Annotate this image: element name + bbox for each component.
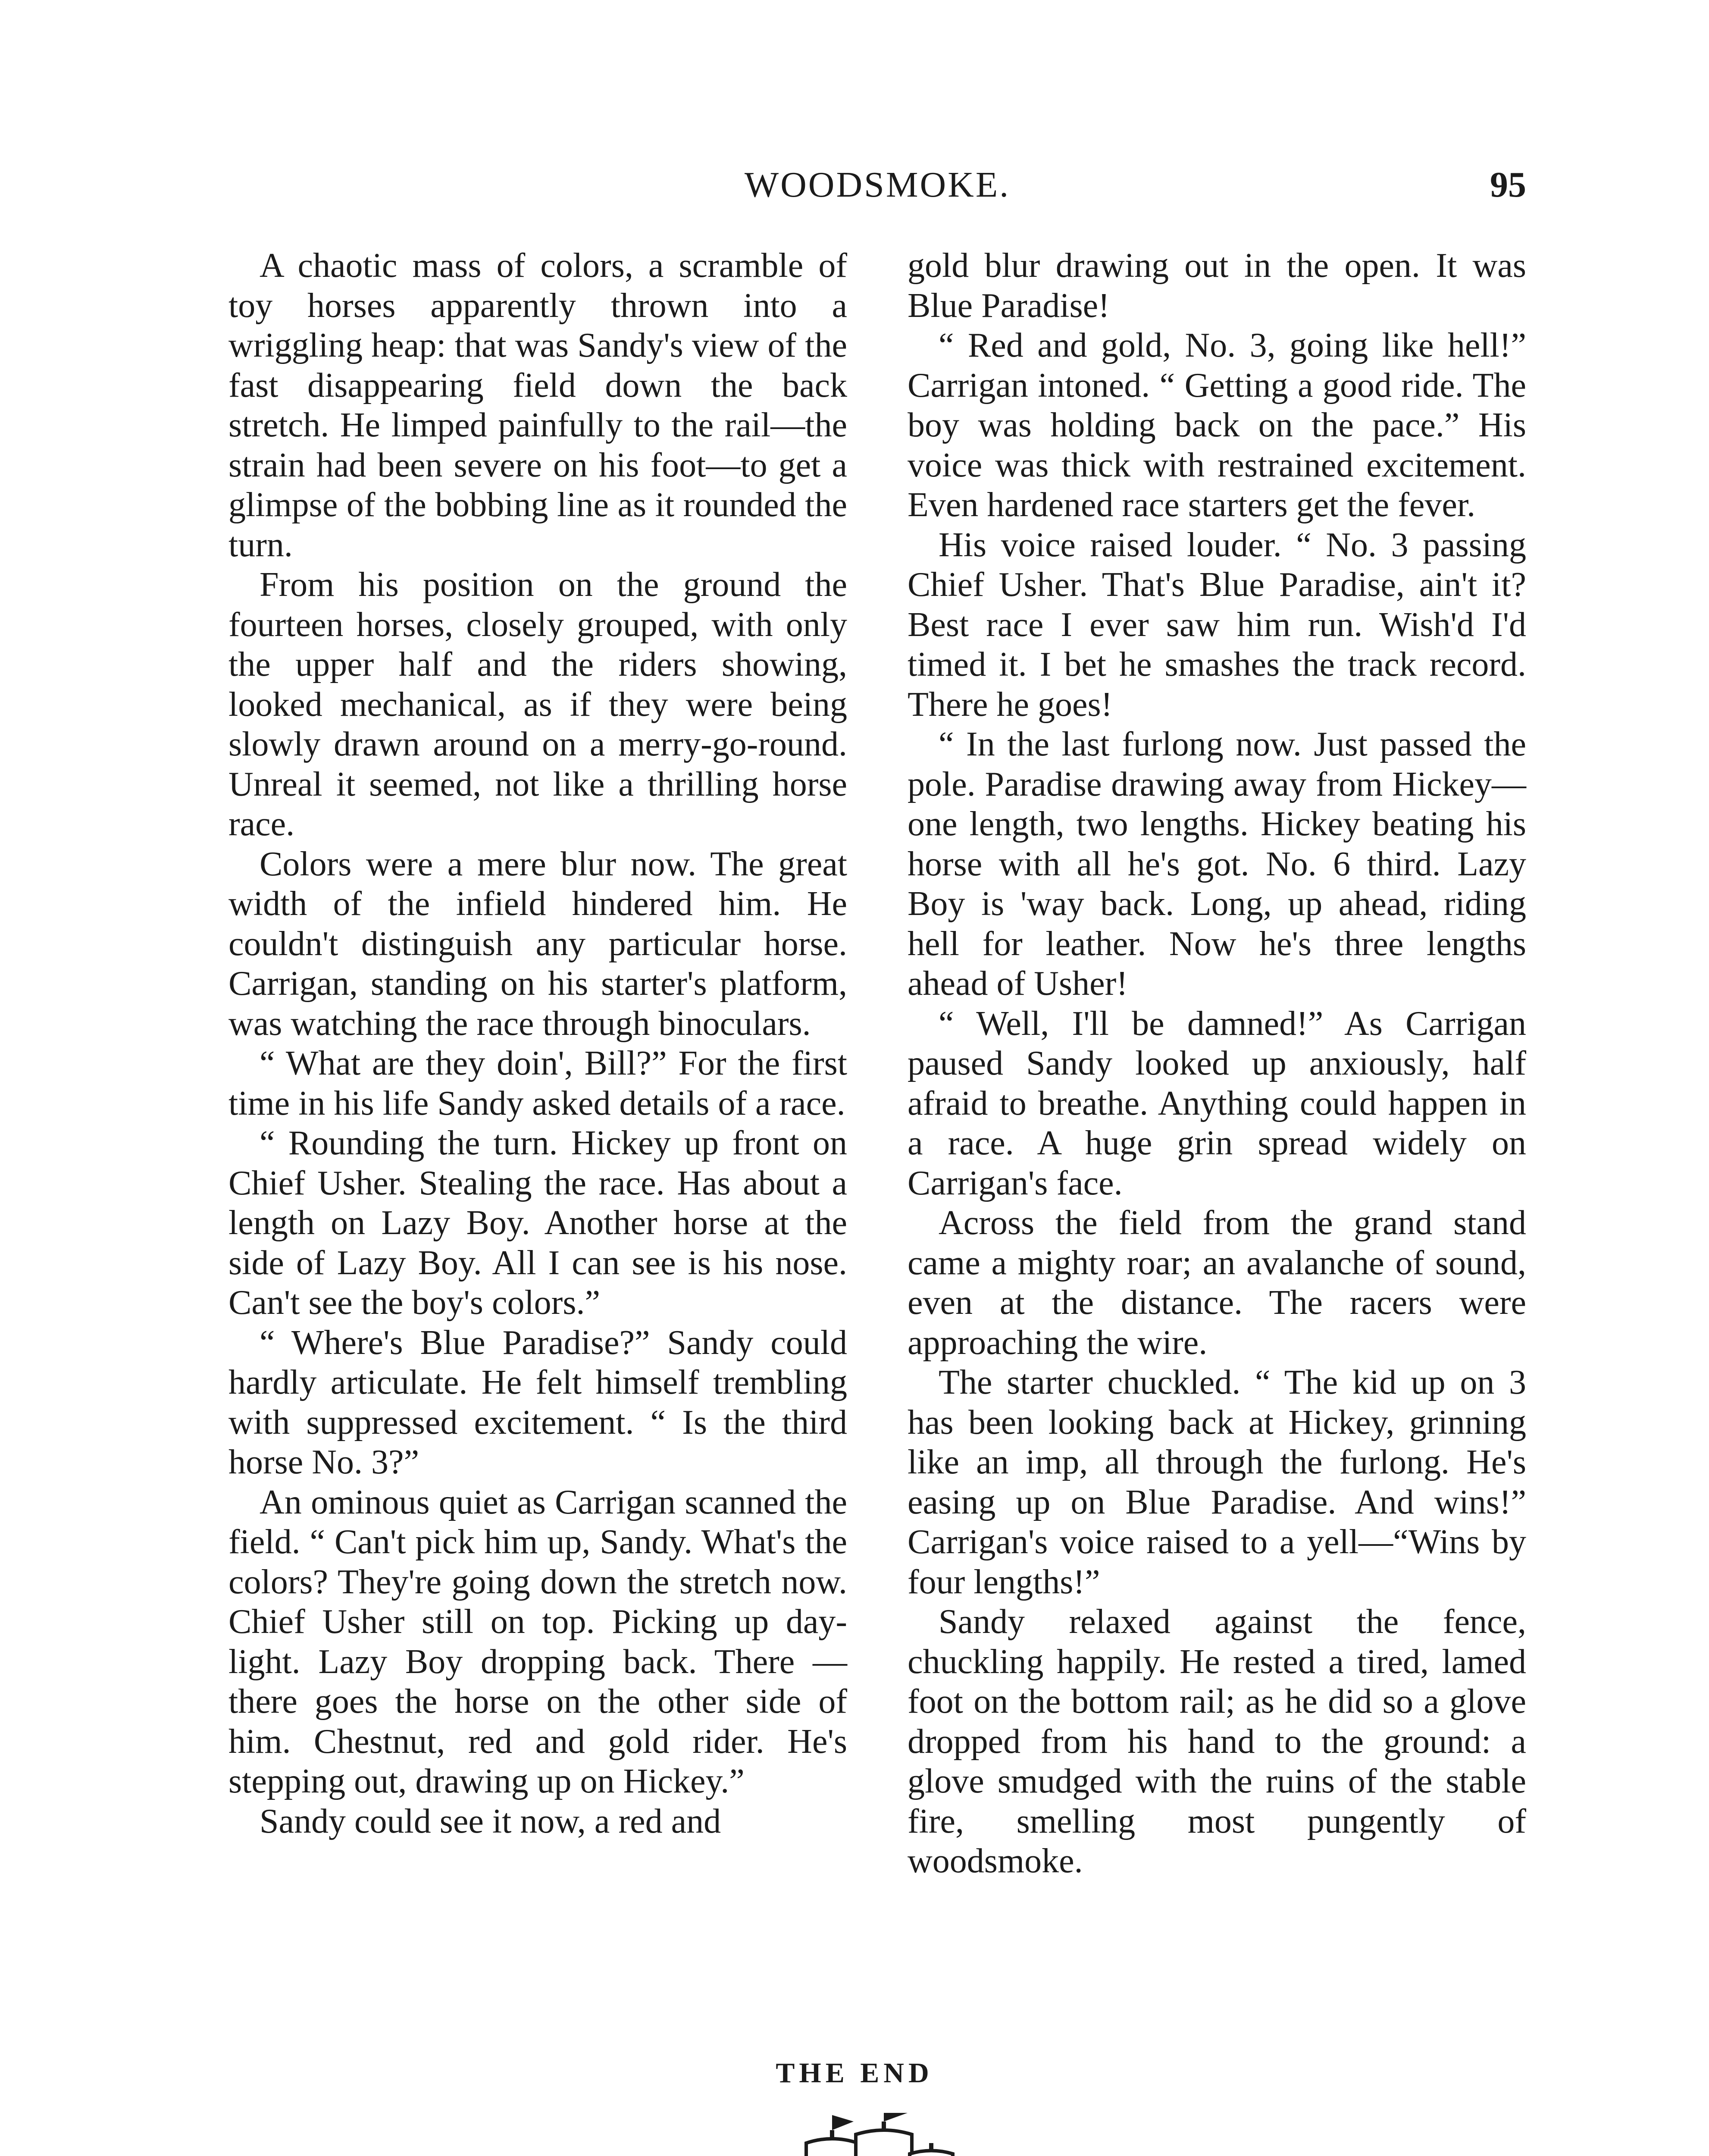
page-header <box>228 164 1526 216</box>
paragraph: From his position on the ground the fourteen horses, closely grouped, with only the upper half and the riders showing, looked mechanical, as if they were being slowly drawn around on a merry-go-round. Unreal it seemed, not like a thrilling horse race. <box>228 566 847 843</box>
paragraph: “ Red and gold, No. 3, going like hell!” Carrigan intoned. “ Getting a good ride. The boy was holding back on the pace.” His voice was thick with restrained excitement. Even hardened race starters get the fever. <box>908 326 1526 524</box>
paragraph: An ominous quiet as Carrigan scanned the field. “ Can't pick him up, Sandy. What's the colors? They're going down the stretch now. Chief Usher still on top. Picking up daylight. Lazy Boy dropping back. There —there goes the horse on the other side of him. Chestnut, red and gold rider. He's stepping out, drawing up on Hickey.” <box>228 1483 847 1800</box>
story-columns <box>228 246 1526 2061</box>
right-column <box>908 246 1526 2061</box>
paragraph: Across the field from the grand stand came a mighty roar; an avalanche of sound, even at the distance. The racers were approaching the wire. <box>908 1204 1526 1362</box>
paragraph: Sandy could see it now, a red and <box>260 1802 721 1840</box>
paragraph: A chaotic mass of colors, a scramble of toy horses apparently thrown into a wriggling heap: that was Sandy's view of the fast disappearing field down the back stretch. He limped painfully to the rail—the strain had been severe on his foot—to get a glimpse of the bobbing line as it rounded the turn. <box>228 247 847 564</box>
paragraph: “ What are they doin', Bill?” For the first time in his life Sandy asked details of a race. <box>228 1044 847 1122</box>
paragraph: Sandy relaxed against the fence, chuckling happily. He rested a tired, lamed foot on the bottom rail; as he did so a glove dropped from his hand to the ground: a glove smudged with the ruins of the stable fire, smelling most pungently of woodsmoke. <box>908 1603 1526 1880</box>
sailing-ship-ornament-icon <box>211 2113 1526 2156</box>
paragraph: His voice raised louder. “ No. 3 passing Chief Usher. That's Blue Paradise, ain't it? Best race I ever saw him run. Wish'd I'd timed it. I bet he smashes the track record. There he goes! <box>908 526 1526 724</box>
paragraph: “ In the last furlong now. Just passed the pole. Paradise drawing away from Hickey—one length, two lengths. Hickey beating his horse with all he's got. No. 6 third. Lazy Boy is 'way back. Long, up ahead, riding hell for leather. Now he's three lengths ahead of Usher! <box>908 725 1526 1003</box>
paragraph: Colors were a mere blur now. The great width of the infield hindered him. He couldn't distinguish any particular horse. Carrigan, standing on his starter's platform, was watching the race through binoculars. <box>228 845 847 1043</box>
paragraph: “ Well, I'll be damned!” As Carrigan paused Sandy looked up anxiously, half afraid to breathe. Anything could happen in a race. A huge grin spread widely on Carrigan's face. <box>908 1004 1526 1202</box>
paragraph-continuation: gold blur drawing out in the open. It was Blue Paradise! <box>908 247 1526 325</box>
the-end-label: THE END <box>776 2057 933 2089</box>
paragraph: The starter chuckled. “ The kid up on 3 has been looking back at Hickey, grinning like an imp, all through the furlong. He's easing up on Blue Paradise. And wins!” Carrigan's voice raised to a yell—“Wins by four lengths!” <box>908 1363 1526 1601</box>
running-title: WOODSMOKE. <box>744 165 1011 205</box>
paragraph: “ Where's Blue Paradise?” Sandy could hardly articulate. He felt himself trembling with suppressed excitement. “ Is the third horse No. 3?” <box>228 1323 847 1481</box>
paragraph: “ Rounding the turn. Hickey up front on Chief Usher. Stealing the race. Has about a length on Lazy Boy. Another horse at the side of Lazy Boy. All I can see is his nose. Can't see the boy's colors.” <box>228 1124 847 1322</box>
left-column <box>228 246 847 2061</box>
page-number: 95 <box>1490 165 1526 205</box>
